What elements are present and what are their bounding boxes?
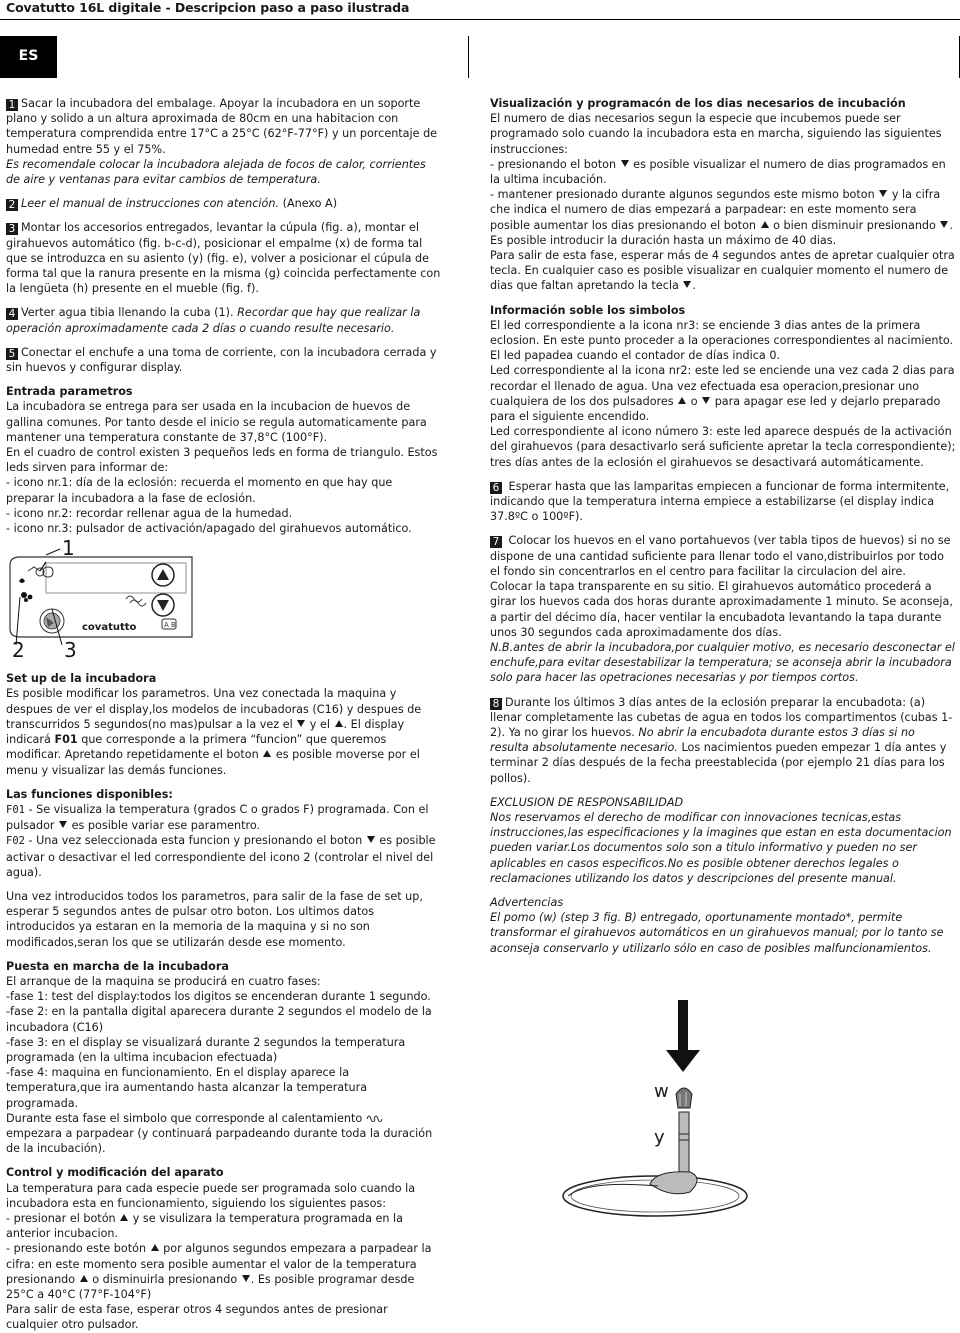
document-title: Covatutto 16L digitale - Descripcion paso a paso ilustrada <box>6 0 410 15</box>
visualizacion-section <box>490 96 956 294</box>
advertencias-text: El pomo (w) (step 3 fig. B) entregado, oportunamente montado*, permite transformar el girahuevos automáticos en un girahuevos manual; por lo tanto se aconseja conservarlo y utilizarlo sólo en caso de posibles malfuncionamientos. <box>490 911 944 955</box>
puesta-line: El arranque de la maquina se producirá en cuatro fases: <box>6 974 321 988</box>
up-arrow-icon <box>151 1244 159 1251</box>
step-number: 3 <box>6 223 18 235</box>
f01-text: - Se visualiza la temperatura (grados C o grados F) programada. Con el pulsador <box>6 802 429 833</box>
informacion-line <box>490 363 956 424</box>
visualizacion-text: . <box>692 279 696 293</box>
informacion-line: Led correspondiente al icono número 3: este led aparece después de la activación del girahuevos (para desactivarlo será suficiente apretar la tecla correspondiente); tres días antes de la eclosión el girahuevos se desactivará automáticamente. <box>490 425 956 469</box>
visualizacion-title: Visualización y programacón de los dias necesarios de incubación <box>490 97 906 110</box>
down-arrow-icon <box>297 720 305 727</box>
step-3-text: Montar los accesorios entregados, levantar la cúpula (fig. a), montar el girahuevos automático (fig. b-c-d), posicionar el empalme (x) de forma tal que se introduzca en su asiento (y) (fig. e), volver a posicionar el cúpula de forma tal que la ranura presente en la misma (g) coincida perfectamente con la lengüeta (h) presente en el mueble (fig. f). <box>6 221 441 296</box>
step-4-note: Recordar que hay que realizar la operación aproximadamente cada 2 días o cuando resulte necesario. <box>6 306 421 335</box>
up-arrow-icon <box>80 1275 88 1282</box>
brand-logo: covatutto <box>82 622 137 634</box>
setup-text-part: y el <box>306 717 334 731</box>
visualizacion-line: Es posible introducir la duración hasta un máximo de 40 dias. <box>490 233 837 247</box>
setup-text-part: es posible moverse por el menu y visualizar las demás funciones. <box>6 748 420 777</box>
setup-text-part: que corresponde a la primera “funcion” que queremos modificar. Apretando repetidamente el boton <box>6 733 387 762</box>
step-2-text: (Anexo A) <box>279 197 338 211</box>
informacion-text: para apagar ese led y dejarlo preparado para el siguiente encendido. <box>490 394 941 424</box>
down-arrow-icon <box>702 397 710 404</box>
step-7-note: N.B.antes de abrir la incubadora,por cualquier motivo, es necesario desconectar el enchufe,para evitar desestabilizar la temperatura; se aconseja abrir la incubadora solo para hacer las opetraciones necesarias y por tiempos cortos. <box>490 640 955 685</box>
funcion-f02 <box>6 833 442 880</box>
visualizacion-text: - presionando el boton <box>490 157 620 171</box>
step-2 <box>6 196 442 211</box>
entrada-line: La incubadora se entrega para ser usada en la incubacion de huevos de gallina comunes. Por tanto desde el inicio se regula automaticamente para mantener una temperatura constante de 37,8°C (100°F). <box>6 400 427 444</box>
down-arrow-icon <box>59 821 67 828</box>
control-text: y se visulizara la temperatura programada en la anterior incubacion. <box>6 1211 404 1241</box>
f02-code: F02 <box>6 835 25 848</box>
f02-text: es posible activar o desactivar el led correspondiente del icono 2 (controlar el nivel del agua). <box>6 834 436 879</box>
control-text: . Es posible programar desde 25°C a 40°C (77°F-104°F) <box>6 1272 415 1301</box>
up-arrow-icon <box>678 397 686 404</box>
step-8-text: Durante los últimos 3 días antes de la eclosión preparar la encubadota: (a) llenar completamente las cubetas de agua en todos los compartimentos (cubas 1-2). Ya no girar los huevos. <box>490 695 953 739</box>
puesta-line: -fase 3: en el display se visualizará durante 2 segundos la temperatura programada (en la ultima incubacion efectuada) <box>6 1035 406 1064</box>
puesta-line: -fase 1: test del display:todos los digitos se encenderan durante 1 segundo. <box>6 990 431 1004</box>
sun-icon <box>28 567 40 571</box>
knob-figure <box>490 970 956 1220</box>
control-line: Para salir de esta fase, esperar otros 4 segundos antes de presionar cualquier otro pulsador. <box>6 1303 388 1332</box>
informacion-line: El led papadea cuando el contador de días indica 0. <box>490 349 780 363</box>
down-arrow-icon <box>683 281 691 288</box>
svg-text:A B: A B <box>164 621 176 630</box>
visualizacion-line <box>490 157 956 187</box>
step-8-note: No abrir la encubadota durante estos 3 días si no resulta absolutamente necesario. <box>490 725 915 755</box>
advertencias-title: Advertencias <box>490 895 564 909</box>
control-line: La temperatura para cada especie puede ser programada solo cuando la incubadora esta en funcionamiento, siguiendo los siguientes pasos: <box>6 1181 416 1210</box>
visualizacion-text: - mantener presionado durante algunos segundos este mismo boton <box>490 188 879 202</box>
label-w: w <box>654 1080 669 1102</box>
exclusion-title: EXCLUSION DE RESPONSABILIDAD <box>490 795 684 809</box>
funciones-exit: Una vez introducidos todos los parametros, para salir de la fase de set up, esperar 5 segundos antes de pulsar otro boton. Los ultimos datos introducidos ya estaran en la memoria de la maquina y si no son modificados,seran los que se utilizarán desde ese momento. <box>6 889 423 949</box>
entrada-line: - icono nr.3: pulsador de activación/apagado del girahuevos automático. <box>6 522 412 536</box>
visualizacion-text: o bien disminuir presionando <box>769 218 940 232</box>
exclusion-section <box>490 795 956 886</box>
control-text: - presionar el botón <box>6 1211 120 1225</box>
step-6-text: Esperar hasta que las lamparitas empiecen a funcionar de forma intermitente, indicando que la temperatura interna empiece a estabilizarse (el display indica 37.8ºC o 100ºF). <box>490 479 950 524</box>
visualizacion-line <box>490 248 956 294</box>
step-7-text: Colocar los huevos en el vano portahuevos (ver tabla tipos de huevos) si no se dispone de una cantidad suficiente para llenar todo el vano,distribuirlos por todo el fondo sin concentrarlos en el centro para facilitar la circulacion del aire. <box>490 534 951 578</box>
entrada-section <box>6 384 442 536</box>
step-number: 6 <box>490 482 502 494</box>
heating-icon <box>126 596 142 602</box>
step-8-text: Los nacimientos pueden empezar 1 día antes y terminar 2 días después de la fecha preestablecida (por ejemplo 21 días para los pollos). <box>490 741 947 785</box>
step-7 <box>490 533 956 685</box>
water-drop-icon <box>19 579 25 584</box>
step-number: 5 <box>6 348 18 360</box>
entrada-line: - icono nr.1: día de la eclosión: recuerda el momento en que hay que preparar la incubadora a la fase de eclosión. <box>6 476 393 505</box>
visualizacion-text: Para salir de esta fase, esperar más de 4 segundos antes de apretar cualquier otra tecla. En cualquier caso es posible visualizar en cualquier momento el numero de dias que faltan apretando la tecla <box>490 249 955 293</box>
entrada-line: - icono nr.2: recordar rellenar agua de la humedad. <box>6 506 293 520</box>
down-arrow-icon <box>940 221 948 228</box>
f01-text: es posible variar ese paramentro. <box>68 819 261 833</box>
step-number: 7 <box>490 536 502 548</box>
setup-text-part: Es posible modificar los parametros. Una vez conectada la maquina y despues de ver el display,los modelos de incubadoras (C16) y despues de transcurridos 5 segundos(no mas)pulsar a la vez el <box>6 687 422 731</box>
visualizacion-text: y la cifra che indica el numero de dias empezará a parpadear: en este momento sera posible aumentar los dias presionando el boton <box>490 188 941 232</box>
puesta-line: -fase 2: en la pantalla digital aparecera durante 2 segundos el modelo de la incubadora (C16) <box>6 1005 432 1034</box>
step-1-note: Es recomendale colocar la incubadora alejada de focos de calor, corrientes de aire y ventanas para evitar cambios de temperatura. <box>6 157 426 187</box>
panel-label-2: 2 <box>12 638 25 663</box>
control-text: por algunos segundos empezara a parpadear la cifra: en este momento sera posible aumentar el valor de la temperatura presionando <box>6 1242 432 1286</box>
control-text: o disminuirla presionando <box>88 1272 241 1286</box>
step-6 <box>490 479 956 525</box>
step-4 <box>6 305 442 335</box>
puesta-section <box>6 959 442 1157</box>
step-5-text: Conectar el enchufe a una toma de corriente, con la incubadora cerrada y sin huevos y configurar display. <box>6 345 437 375</box>
exclusion-text: Nos reservamos el derecho de modificar con innovaciones tecnicas,estas instrucciones,las especificaciones y la imagines que estan en esta documentacion pueden variar.Los documentos solo son a titulo informativo y pueden no ser aplicables en casos especificos.No es posible obtener derechos legales o reclamaciones utilizando los datos y descripciones del presente manual. <box>490 810 952 885</box>
setup-title: Set up de la incubadora <box>6 672 157 686</box>
puesta-text: Durante esta fase el simbolo que corresponde al calentamiento <box>6 1111 366 1125</box>
visualizacion-text: . <box>949 218 953 232</box>
down-arrow-icon <box>879 190 887 197</box>
shaft-y-icon <box>679 1112 689 1172</box>
funciones-title: Las funciones disponibles: <box>6 787 173 801</box>
up-arrow-icon <box>120 1214 128 1221</box>
language-badge: ES <box>0 36 57 78</box>
puesta-heating <box>6 1111 442 1157</box>
up-arrow-icon <box>761 221 769 228</box>
funciones-section <box>6 787 442 950</box>
panel-label-3: 3 <box>64 638 77 663</box>
setup-text <box>6 686 442 777</box>
left-column <box>6 96 442 1333</box>
knob-drawing <box>490 970 956 1220</box>
control-line <box>6 1211 442 1241</box>
setup-text-part: . El display indicará <box>6 717 405 747</box>
entrada-line: En el cuadro de control existen 3 pequeños leds en forma de triangulo. Estos leds sirven para informar de: <box>6 446 438 475</box>
control-text: - presionando este botón <box>6 1242 150 1256</box>
up-arrow-icon <box>263 750 271 757</box>
f02-text: - Una vez seleccionada esta funcion y presionando el boton <box>24 834 366 848</box>
column-divider <box>468 36 469 78</box>
step-2-italic: Leer el manual de instrucciones con atención. <box>21 197 280 211</box>
control-line <box>6 1241 442 1302</box>
step-1 <box>6 96 442 187</box>
knob-w-icon <box>676 1088 692 1108</box>
down-arrow-icon <box>621 160 629 167</box>
visualizacion-line <box>490 187 956 233</box>
step-number: 1 <box>6 99 18 111</box>
step-8 <box>490 695 956 786</box>
control-title: Control y modificación del aparato <box>6 1166 224 1180</box>
f01-code: F01 <box>6 803 25 816</box>
informacion-title: Información soble los simbolos <box>490 303 686 317</box>
puesta-line: -fase 4: maquina en funcionamiento. En el display aparece la temperatura,que ira aumentando hasta alcanzar la temperatura programada. <box>6 1066 368 1110</box>
control-section <box>6 1165 442 1332</box>
visualizacion-line: El numero de dias necesarios segun la especie que incubemos puede ser programado solo cuando la incubadora esta en marcha, siguiendo las siguientes instrucciones: <box>490 112 942 156</box>
step-7-line <box>490 533 956 579</box>
setup-section <box>6 671 442 777</box>
step-4-text: Verter agua tibia llenando la cuba (1). <box>21 306 234 320</box>
puesta-title: Puesta en marcha de la incubadora <box>6 959 229 973</box>
down-arrow-icon <box>242 1275 250 1282</box>
funcion-f01 <box>6 802 442 833</box>
step-7-line: Colocar la tapa transparente en su sitio. El girahuevos automático procederá a girar los huevos cada dos horas durante aproximadamente 1 minuto. Se aconseja, a partir del décimo día, hacer ventilar la encubadota levantando la tapa durante unos 30 segundos cada aproximadamente dos días. <box>490 580 953 639</box>
step-1-text: Sacar la incubadora del embalage. Apoyar la incubadora en un soporte plano y solido a un altura aproximada de 80cm en una habitacion con temperatura comprendida entre 17°C a 25°C (62°F-77°F) y un porcentaje de humedad entre 55 y el 75%. <box>6 97 438 156</box>
label-y: y <box>654 1126 665 1148</box>
informacion-text: Led correspondiente al la icona nr2: este led se enciende una vez cada 2 dias para recordar el llenado de agua. Una vez efectuada esa operacion,presionar uno cualquiera de los dos pulsadores <box>490 364 955 408</box>
step-number: 8 <box>490 698 502 710</box>
advertencias-section <box>490 895 956 956</box>
step-number: 4 <box>6 308 18 320</box>
up-arrow-icon <box>335 720 343 727</box>
down-arrow-icon <box>367 836 375 843</box>
puesta-text: empezara a parpadear (y continuará parpadeando durante toda la duración de la incubación). <box>6 1126 433 1156</box>
step-number: 2 <box>6 199 18 211</box>
entrada-title: Entrada parametros <box>6 385 133 399</box>
header-rule <box>0 19 960 20</box>
visualizacion-text: es posible visualizar el numero de dias programados en la ultima incubación. <box>490 157 946 187</box>
step-5 <box>6 345 442 375</box>
down-arrow-icon <box>678 1000 688 1052</box>
informacion-section <box>490 303 956 470</box>
heating-icon <box>366 1112 384 1122</box>
informacion-line: El led correspondiente a la icona nr3: se enciende 3 dias antes de la primera eclosion. En este punto proceder a la operaciones correspondientes al nacimiento. <box>490 318 954 348</box>
control-panel-figure <box>6 536 442 665</box>
panel-label-1: 1 <box>62 536 75 561</box>
setup-f01: F01 <box>54 733 78 747</box>
right-column <box>490 96 956 1220</box>
informacion-text: o <box>687 394 702 408</box>
step-3 <box>6 220 442 296</box>
